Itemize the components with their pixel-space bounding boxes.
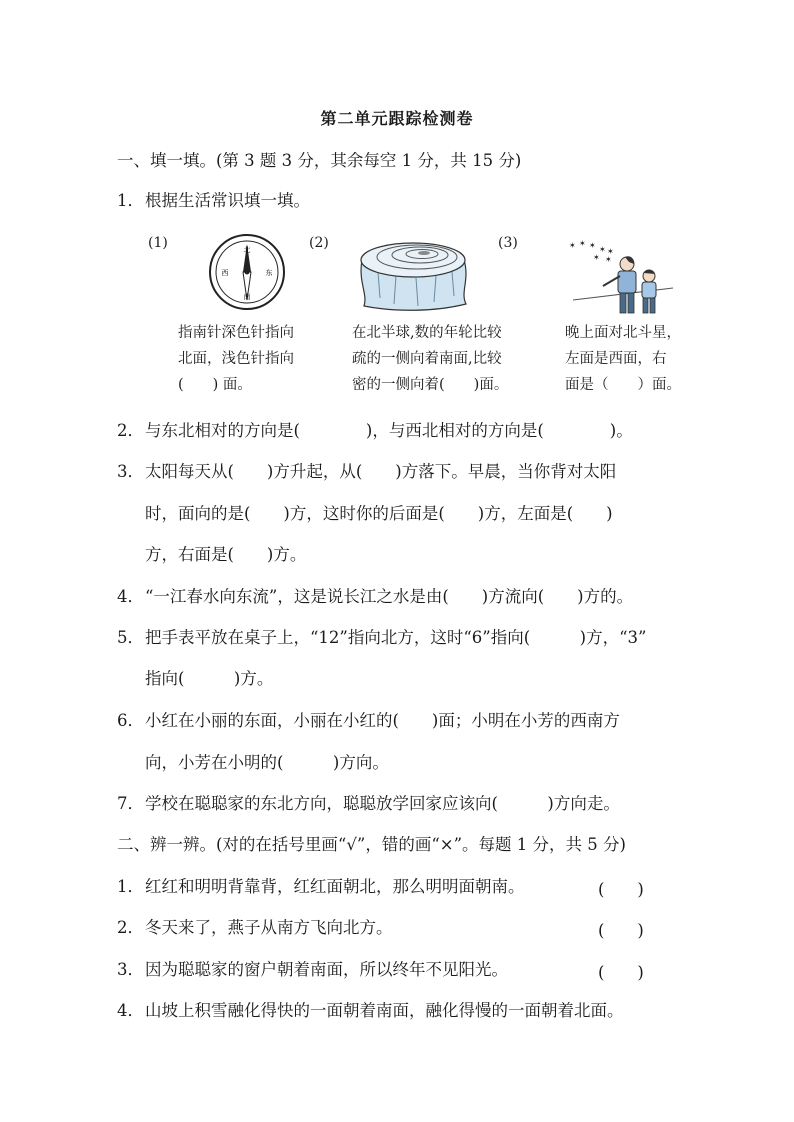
svg-text:✶: ✶ <box>599 245 606 254</box>
svg-text:✶: ✶ <box>605 255 612 264</box>
compass-west-label: 西 <box>221 269 229 277</box>
question-number: 3． <box>117 462 144 481</box>
question-6-line-2: 向，小芳在小明的( )方向。 <box>145 753 389 772</box>
question-text: 红红和明明背靠背，红红面朝北，那么明明面朝南。 <box>145 877 525 896</box>
compass-south-label: 南 <box>243 293 251 301</box>
question-text: 根据生活常识填一填。 <box>145 191 310 210</box>
caption-line: 疏的一侧向着南面,比较 <box>352 351 502 367</box>
question-text: “一江春水向东流”，这是说长江之水是由( )方流向( )方的。 <box>145 587 634 606</box>
answer-bracket-2[interactable]: ( ) <box>598 921 644 940</box>
star-icons <box>569 239 614 264</box>
question-text: 冬天来了，燕子从南方飞向北方。 <box>145 918 393 937</box>
question-number: 1． <box>117 191 144 210</box>
answer-bracket-3[interactable]: ( ) <box>598 963 644 982</box>
caption-line: 北面，浅色针指向 <box>178 351 294 367</box>
question-4 <box>117 586 633 608</box>
question-number: 2． <box>117 918 144 937</box>
answer-bracket-1[interactable]: ( ) <box>598 880 644 899</box>
section2-heading: 二、辨一辨。(对的在括号里画“√”，错的画“×”。每题 1 分，共 5 分) <box>117 835 626 854</box>
svg-text:✶: ✶ <box>593 253 600 262</box>
caption-line: 密的一侧向着( )面。 <box>352 377 509 393</box>
judge-item-3 <box>117 959 508 981</box>
question-2 <box>117 420 633 442</box>
judge-item-2 <box>117 917 393 939</box>
figure-label-2: (2) <box>309 235 329 251</box>
figure-caption-3 <box>565 320 681 398</box>
big-dipper-scene-icon <box>565 236 675 316</box>
svg-text:✶: ✶ <box>607 247 614 256</box>
svg-text:✶: ✶ <box>589 241 596 250</box>
caption-line: 晚上面对北斗星， <box>565 325 681 341</box>
figure-label-3: (3) <box>498 235 518 251</box>
caption-line: ( ) 面。 <box>178 377 252 393</box>
judge-item-4 <box>117 1000 624 1022</box>
figure-caption-2 <box>352 320 508 398</box>
question-3 <box>117 461 616 483</box>
caption-line: 在北半球,数的年轮比较 <box>352 325 502 341</box>
question-number: 5． <box>117 628 144 647</box>
question-3-line-3: 方，右面是( )方。 <box>145 545 307 564</box>
question-number: 2． <box>117 421 144 440</box>
question-1 <box>117 190 310 212</box>
question-text: 与东北相对的方向是( )，与西北相对的方向是( )。 <box>145 421 633 440</box>
question-number: 7． <box>117 794 144 813</box>
question-5-line-2: 指向( )方。 <box>145 669 274 688</box>
question-5 <box>117 627 646 649</box>
caption-line: 面是（ ）面。 <box>565 377 681 393</box>
question-number: 1． <box>117 877 144 896</box>
question-text: 因为聪聪家的窗户朝着南面，所以终年不见阳光。 <box>145 960 508 979</box>
caption-line: 左面是西面，右 <box>565 351 667 367</box>
section1-heading: 一、填一填。(第 3 题 3 分，其余每空 1 分，共 15 分) <box>117 151 522 170</box>
question-6 <box>117 710 620 732</box>
caption-line: 指南针深色针指向 <box>178 325 294 341</box>
compass-north-label: 北 <box>243 246 251 254</box>
judge-item-1 <box>117 876 525 898</box>
question-number: 4． <box>117 1001 144 1020</box>
question-text: 把手表平放在桌子上，“12”指向北方，这时“6”指向( )方，“3” <box>145 628 647 647</box>
question-number: 4． <box>117 587 144 606</box>
question-text: 小红在小丽的东面，小丽在小红的( )面；小明在小芳的西南方 <box>145 711 620 730</box>
question-3-line-2: 时，面向的是( )方，这时你的后面是( )方，左面是( ) <box>145 504 613 523</box>
figure-label-1: (1) <box>148 235 168 251</box>
figure-caption-1 <box>178 320 294 398</box>
question-text: 山坡上积雪融化得快的一面朝着南面，融化得慢的一面朝着北面。 <box>145 1001 624 1020</box>
compass-east-label: 东 <box>265 269 273 277</box>
question-number: 6． <box>117 711 144 730</box>
tree-stump-icon <box>354 232 474 312</box>
svg-text:✶: ✶ <box>579 239 586 248</box>
question-7 <box>117 793 620 815</box>
question-text: 太阳每天从( )方升起，从( )方落下。早晨，当你背对太阳 <box>145 462 617 481</box>
compass-icon <box>207 232 287 312</box>
question-text: 学校在聪聪家的东北方向，聪聪放学回家应该向( )方向走。 <box>145 794 620 813</box>
svg-text:✶: ✶ <box>569 241 576 250</box>
page-title: 第二单元跟踪检测卷 <box>320 109 474 128</box>
question-number: 3． <box>117 960 144 979</box>
